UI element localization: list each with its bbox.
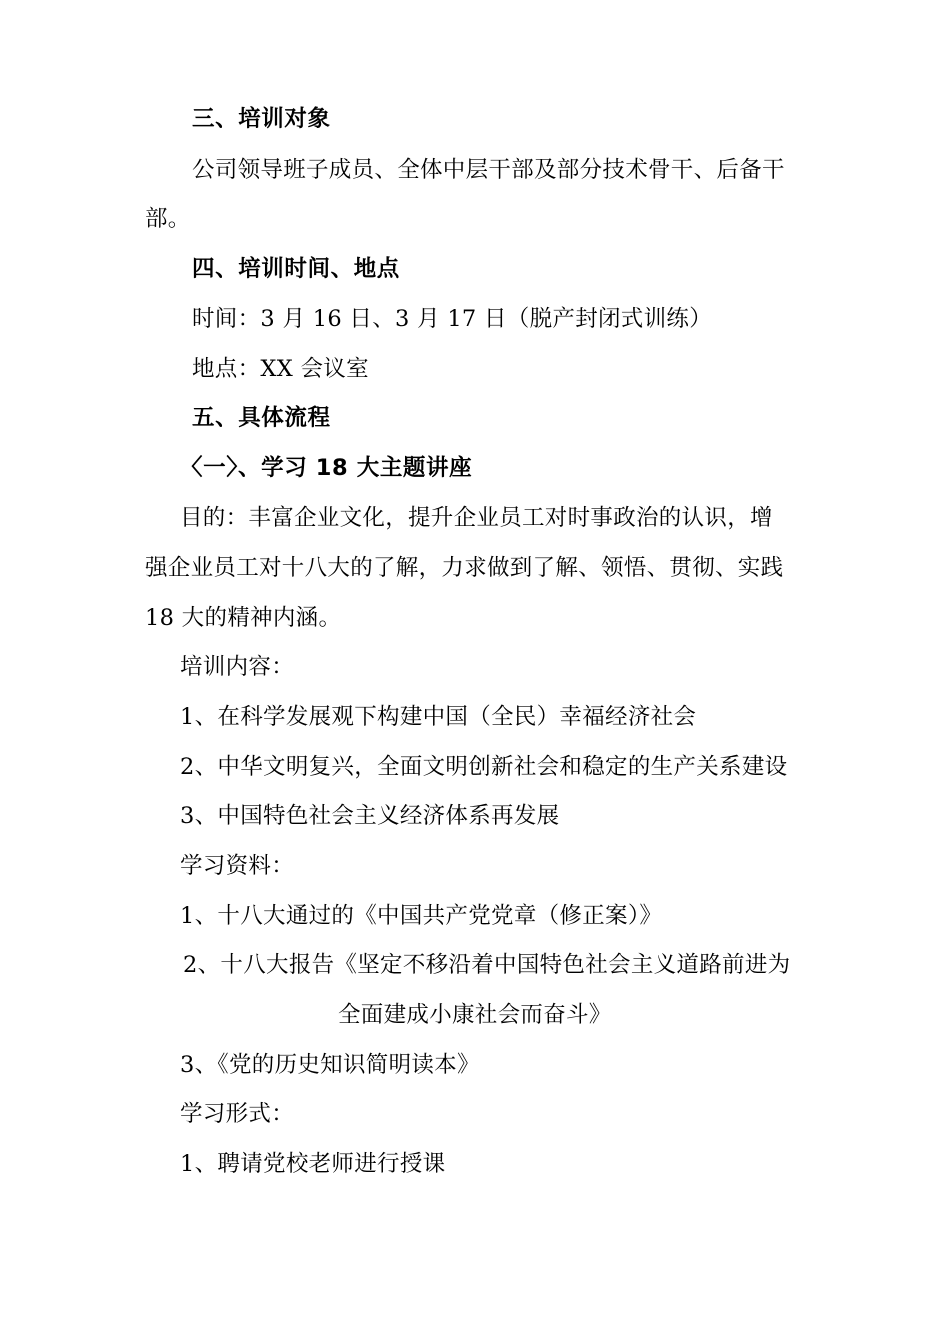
training-targets-text-line1: 公司领导班子成员、全体中层干部及部分技术骨干、后备干 <box>192 157 785 183</box>
purpose-text-line2: 强企业员工对十八大的了解，力求做到了解、领悟、贯彻、实践 <box>145 555 784 581</box>
training-time-line: 时间：3 月 16 日、3 月 17 日（脱产封闭式训练） <box>192 306 713 332</box>
training-targets-text-line2: 部。 <box>145 206 191 232</box>
study-material-item: 1、十八大通过的《中国共产党党章（修正案）》 <box>180 903 663 929</box>
study-form-item: 1、聘请党校老师进行授课 <box>180 1151 446 1177</box>
study-material-item-line1: 2、十八大报告《坚定不移沿着中国特色社会主义道路前进为 <box>183 952 791 978</box>
training-content-label: 培训内容： <box>180 654 295 680</box>
training-content-item: 3、中国特色社会主义经济体系再发展 <box>180 803 560 829</box>
purpose-text-line3: 18 大的精神内涵。 <box>145 605 342 631</box>
training-content-item: 2、中华文明复兴，全面文明创新社会和稳定的生产关系建设 <box>180 754 788 780</box>
study-material-item: 3、《党的历史知识简明读本》 <box>180 1052 480 1078</box>
section-heading-process: 五、具体流程 <box>192 405 331 431</box>
study-materials-label: 学习资料： <box>180 853 295 879</box>
section-heading-training-targets: 三、培训对象 <box>192 106 331 132</box>
subsection-heading-lecture: 〈一〉、学习 18 大主题讲座 <box>180 455 473 481</box>
study-form-label: 学习形式： <box>180 1101 295 1127</box>
training-content-item: 1、在科学发展观下构建中国（全民）幸福经济社会 <box>180 704 697 730</box>
training-place-line: 地点：XX 会议室 <box>192 356 369 382</box>
section-heading-time-place: 四、培训时间、地点 <box>192 256 400 282</box>
purpose-text-line1: 目的：丰富企业文化，提升企业员工对时事政治的认识，增 <box>180 505 773 531</box>
study-material-item-line2: 全面建成小康社会而奋斗》 <box>338 1002 612 1028</box>
